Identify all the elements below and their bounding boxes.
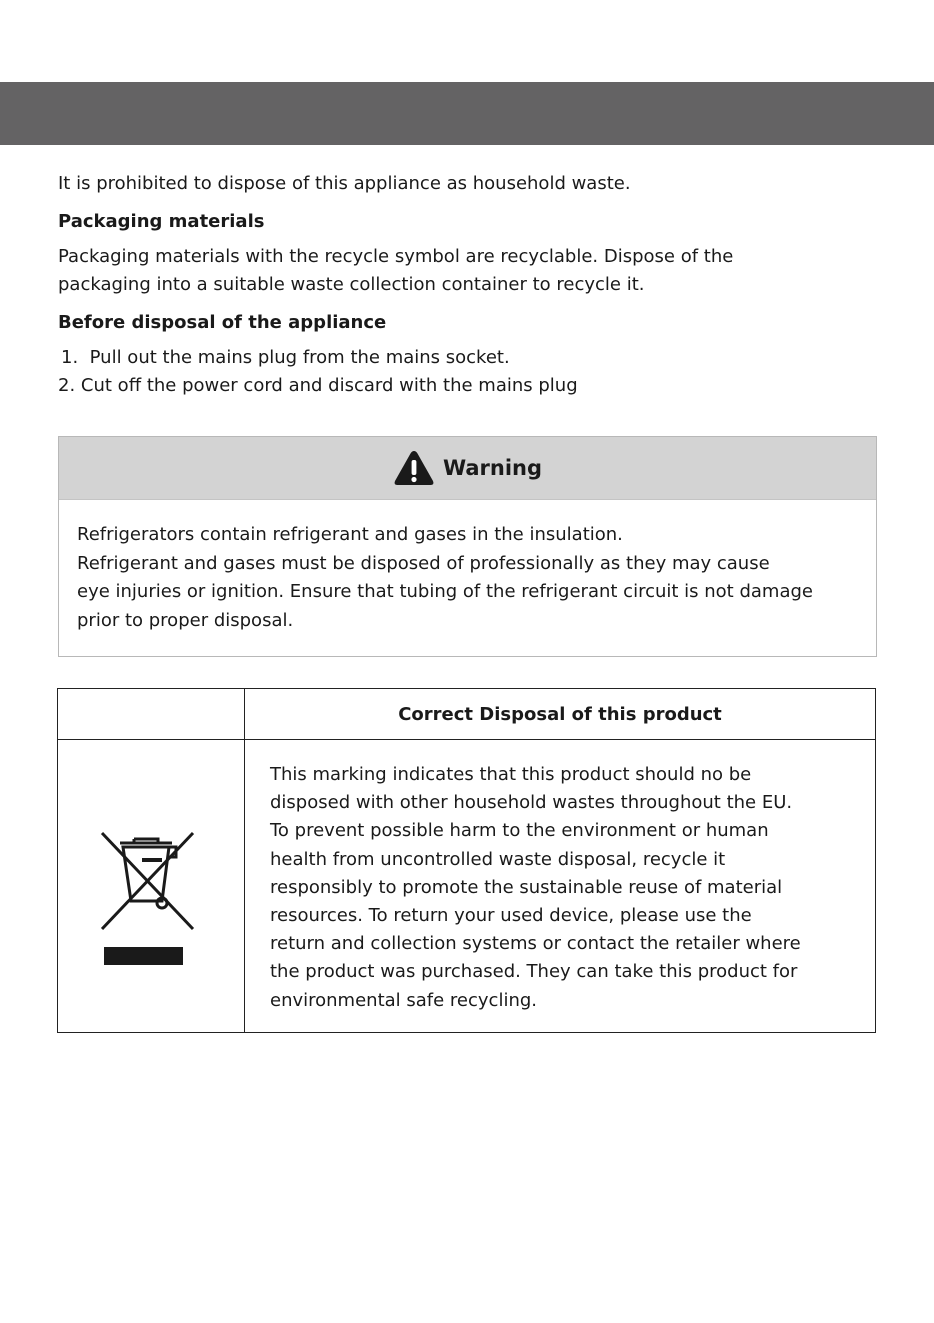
intro-text: It is prohibited to dispose of this appliance as household waste. bbox=[58, 173, 631, 194]
warning-title: Warning bbox=[442, 456, 543, 480]
disposal-line: resources. To return your used device, please use the bbox=[270, 905, 752, 927]
list-item bbox=[58, 344, 878, 373]
warning-body bbox=[59, 500, 876, 635]
list-item bbox=[58, 372, 878, 401]
disposal-line: return and collection systems or contact the retailer where bbox=[270, 933, 801, 955]
crossed-out-wheelie-bin-icon bbox=[94, 817, 200, 967]
header-bar bbox=[0, 82, 934, 145]
warning-line: Refrigerators contain refrigerant and gases in the insulation. bbox=[77, 524, 623, 545]
disposal-text bbox=[270, 761, 860, 1015]
disposal-line: disposed with other household wastes throughout the EU. bbox=[270, 792, 793, 814]
disposal-line: responsibly to promote the sustainable reuse of material bbox=[270, 876, 783, 898]
table-title: Correct Disposal of this product bbox=[398, 703, 722, 725]
disposal-line: the product was purchased. They can take this product for bbox=[270, 961, 798, 983]
step-text: Pull out the mains plug from the mains socket. bbox=[89, 346, 510, 368]
warning-header bbox=[59, 437, 876, 500]
step-number: 1. bbox=[61, 346, 79, 368]
disposal-line: To prevent possible harm to the environment or human bbox=[270, 820, 769, 842]
packaging-line-2: packaging into a suitable waste collection container to recycle it. bbox=[58, 274, 645, 295]
warning-line: Refrigerant and gases must be disposed of professionally as they may cause bbox=[77, 552, 770, 574]
disposal-line: health from uncontrolled waste disposal, recycle it bbox=[270, 848, 726, 870]
table-column-divider bbox=[244, 689, 245, 1032]
main-content bbox=[58, 170, 878, 401]
packaging-heading: Packaging materials bbox=[58, 210, 265, 232]
warning-triangle-icon bbox=[393, 449, 435, 487]
disposal-table bbox=[57, 688, 876, 1033]
warning-line: prior to proper disposal. bbox=[77, 609, 294, 631]
disposal-line: This marking indicates that this product should no be bbox=[270, 764, 752, 785]
warning-box bbox=[58, 436, 877, 657]
warning-line: eye injuries or ignition. Ensure that tubing of the refrigerant circuit is not damage bbox=[77, 581, 813, 602]
packaging-line-1: Packaging materials with the recycle symbol are recyclable. Dispose of the bbox=[58, 245, 734, 267]
step-number: 2. bbox=[58, 375, 76, 396]
disposal-line: environmental safe recycling. bbox=[270, 989, 538, 1011]
disposal-steps-list bbox=[58, 344, 878, 401]
before-disposal-heading: Before disposal of the appliance bbox=[58, 311, 387, 333]
step-text: Cut off the power cord and discard with the mains plug bbox=[80, 375, 578, 396]
